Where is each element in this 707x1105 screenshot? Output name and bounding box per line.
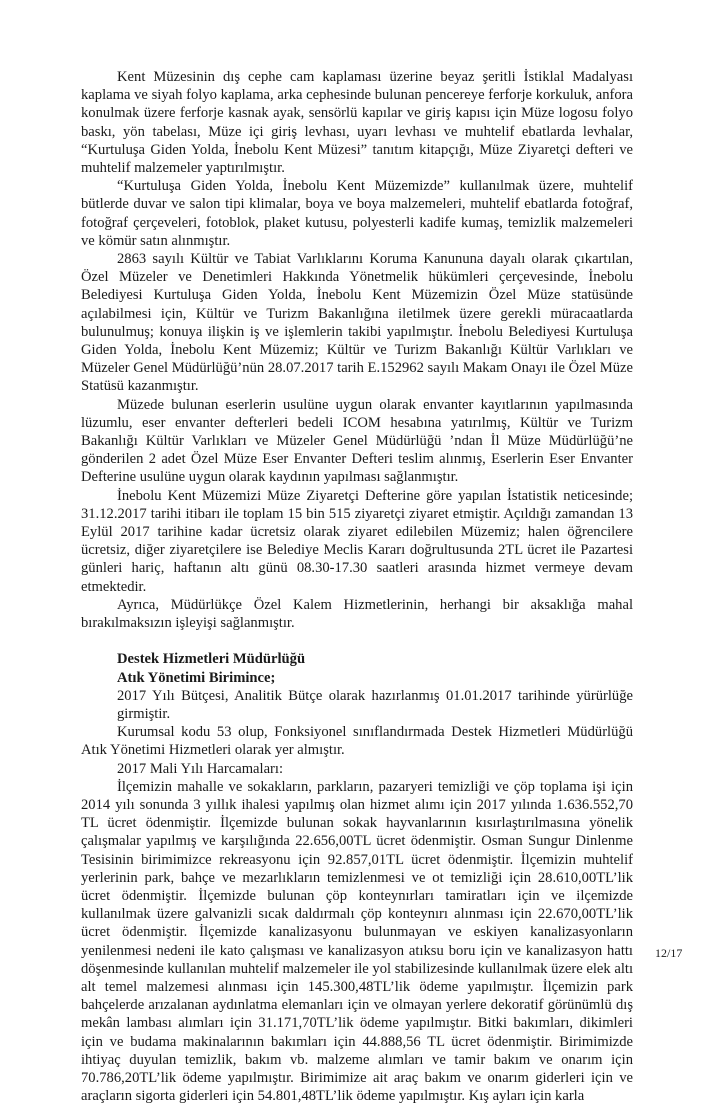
expenses-paragraph: İlçemizin mahalle ve sokakların, parkların, pazaryeri temizliği ve çöp toplama işi için 2014 yılı sonunda 3 yıllık ihalesi yapılmış olan hizmet alımı için 2017 yılında 1.636.552,70 TL ücret ödenmiştir. İlçemizde bulunan sokak hayvanlarının kısırlaştırılmasına yönelik çalışmalar yapılmış ve karşılığında 22.656,00TL ücret ödenmiştir. Osman Sungur Dinlenme Tesisinin birimimizce rekreasyonu için 92.857,01TL ücret ödenmiştir. İlçemizin muhtelif yerlerinin park, bahçe ve mezarlıkların temizlenmesi ve ot temizliği için 28.610,00TL’lik ücret ödenmiştir. İlçemizde bulunan çöp konteynırları tamiratları için ve ilçemizde kullanılmak üzere galvanizli sıcak daldırmalı çöp konteynırı alınması için 22.670,00TL’lik ücret ödenmiştir. İlçemizde kanalizasyonu bulunmayan ve eskiyen kanalizasyonların yenilenmesi nedeni ile kato çalışması ve kanalizasyon atıksu boru için ve kanalizasyon hattı döşenmesinde kullanılan muhtelif malzemeler ile yol stabilizesinde kullanılmak üzere elek altı alt temel malzemesi alınması için 145.300,48TL’lik ödeme yapılmıştır. İlçemizin park bahçelerde arızalanan aydınlatma elemanları için ve olmayan yerlere dekoratif görünümlü dış mekân lambası alımları için 31.171,70TL’lik ödeme yapılmıştır. Bitki bakımları, dikimleri için ve budama makinalarının bakımları için 44.888,56 TL ücret ödenmiştir. Birimimizde ihtiyaç duyulan temizlik, bakım vb. malzeme alımları ve tamir bakım ve onarım için 70.786,20TL’lik ödeme yapılmıştır. Birimimize ait araç bakım ve onarım giderleri için ve araçların sigorta giderleri için 54.801,48TL’lik ödeme yapılmıştır. Kış ayları için karla [81, 778, 633, 1105]
institutional-code-paragraph: Kurumsal kodu 53 olup, Fonksiyonel sınıflandırmada Destek Hizmetleri Müdürlüğü Atık Yönetimi Hizmetleri olarak yer almıştır. [81, 724, 633, 759]
paragraph-museum-statistics: İnebolu Kent Müzemizi Müze Ziyaretçi Defterine göre yapılan İstatistik neticesinde; 31.12.2017 tarihi itibarı ile toplam 15 bin 515 ziyaretçi ziyaret etmiştir. Açıldığı zamandan 13 Eylül 2017 tarihine kadar ücretsiz olarak ziyaret edilebilen Müzemiz; halen öğrencilere ücretsiz, diğer ziyaretçilere ise Belediye Meclis Kararı doğrultusunda 2TL ücret ile Pazartesi günleri hariç, haftanın altı günü 08.30-17.30 saatleri arasında hizmet vermeye devam etmektedir. [81, 487, 633, 595]
expenses-label: 2017 Mali Yılı Harcamaları: [117, 760, 284, 777]
section-subheading: Atık Yönetimi Birimince; [117, 669, 276, 686]
paragraph-museum-purchases: “Kurtuluşa Giden Yolda, İnebolu Kent Müzemizde” kullanılmak üzere, muhtelif bütlerde duvar ve salon tipi klimalar, boya ve boya malzemeleri, muhtelif ebatlarda fotoğraf, fotoğraf çerçeveleri, fotoblok, plaket kutusu, polyesterli kadife kumaş, temizlik malzemeleri ve kömür satın alınmıştır. [81, 178, 633, 249]
paragraph-private-office: Ayrıca, Müdürlükçe Özel Kalem Hizmetlerinin, herhangi bir aksaklığa mahal bırakılmaksızın işleyişi sağlanmıştır. [81, 596, 633, 632]
section-heading: Destek Hizmetleri Müdürlüğü [117, 651, 306, 668]
paragraph-museum-facade: Kent Müzesinin dış cephe cam kaplaması üzerine beyaz şeritli İstiklal Madalyası kaplama ve siyah folyo kaplama, arka cephesinde bulunan pencereye ferforje korkuluk, anfora konulmak üzere ferforje kasnak ayak, sensörlü kapılar ve giriş kapısı için Müze logosu folyo baskı, yön tabelası, Müze içi giriş levhası, uyarı levhası ve muhtelif ebatlarda levhalar, “Kurtuluşa Giden Yolda, İnebolu Kent Müzesi” tanıtım kitapçığı, Müze Ziyaretçi defteri ve muhtelif malzemeler yaptırılmıştır. [81, 69, 633, 177]
spacer [81, 632, 633, 650]
budget-line: 2017 Yılı Bütçesi, Analitik Bütçe olarak hazırlanmış 01.01.2017 tarihinde yürürlüğe girmiştir. [117, 687, 633, 722]
document-page [81, 68, 633, 1105]
page-number: 12/17 [655, 946, 683, 960]
paragraph-museum-inventory: Müzede bulunan eserlerin usulüne uygun olarak envanter kayıtlarının yapılmasında lüzumlu, eser envanter defterleri bedeli ICOM hesabına yatırılmış, Kültür ve Turizm Bakanlığı Kültür Varlıkları ve Müzeler Genel Müdürlüğü ’ndan İl Müze Müdürlüğü’ne gönderilen 2 adet Özel Müze Eser Envanter Defteri teslim alınmış, Eserlerin Eser Envanter Defterine usulüne uygun olarak kaydının yapılması sağlanmıştır. [81, 396, 633, 486]
paragraph-museum-status: 2863 sayılı Kültür ve Tabiat Varlıklarını Koruma Kanununa dayalı olarak çıkartılan, Özel Müzeler ve Denetimleri Hakkında Yönetmelik hükümleri çerçevesinde, İnebolu Belediyesi Kurtuluşa Giden Yolda, İnebolu Kent Müzemizin Özel Müze statüsünde açılabilmesi için, Kültür ve Turizm Bakanlığına iletilmek üzere gerekli müracaatlarda bulunulmuş; konuya ilişkin iş ve işlemlerin takibi yapılmıştır. İnebolu Belediyesi Kurtuluşa Giden Yolda, İnebolu Kent Müzemiz; Kültür ve Turizm Bakanlığı Kültür Varlıkları ve Müzeler Genel Müdürlüğü’nün 28.07.2017 tarih E.152962 sayılı Makam Onayı ile Özel Müze Statüsü kazanmıştır. [81, 251, 634, 395]
